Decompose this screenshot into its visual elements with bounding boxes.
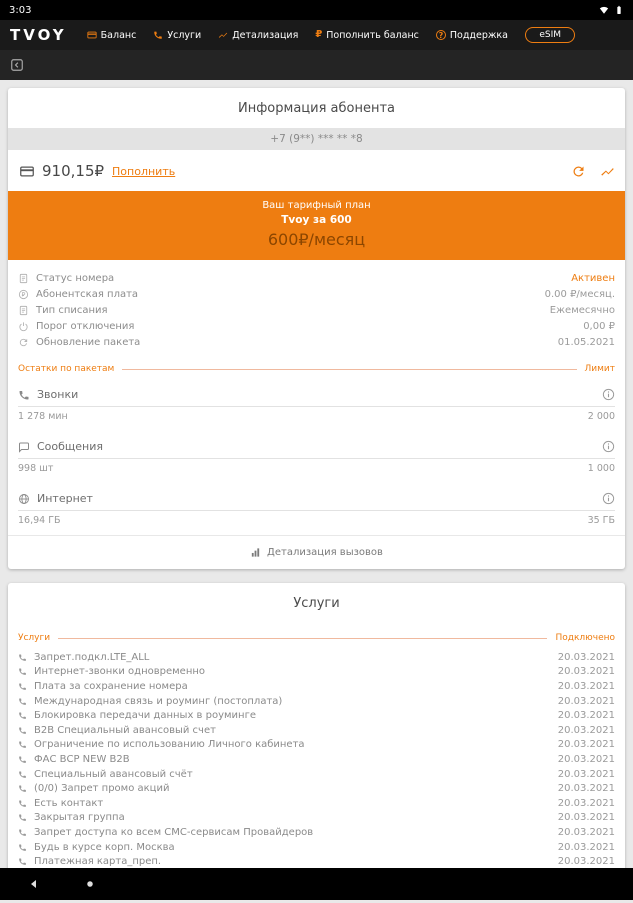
subscriber-card	[8, 88, 625, 569]
service-row[interactable]	[18, 723, 615, 738]
service-name: Закрытая группа	[34, 812, 125, 824]
phone-icon	[18, 697, 27, 706]
divider-right-label: Лимит	[584, 364, 615, 374]
service-name: Блокировка передачи данных в роуминге	[34, 710, 256, 722]
nav-item-label: Услуги	[167, 29, 202, 41]
divider-right-label: Подключено	[555, 633, 615, 643]
service-date: 20.03.2021	[557, 710, 615, 722]
back-icon[interactable]	[28, 878, 40, 890]
service-name: Плата за сохранение номера	[34, 680, 188, 692]
detail-value: Активен	[571, 272, 615, 284]
package-limit: 1 000	[587, 463, 615, 474]
tariff-name: Tvoy за 600	[281, 214, 352, 226]
document-icon	[18, 305, 29, 316]
service-row[interactable]	[18, 650, 615, 665]
message-icon	[18, 441, 30, 453]
phone-icon	[18, 770, 27, 779]
service-row[interactable]	[18, 796, 615, 811]
detail-value: 0.00 ₽/месяц.	[544, 288, 615, 300]
service-name: Интернет-звонки одновременно	[34, 666, 206, 678]
card-title: Информация абонента	[237, 101, 396, 116]
phone-icon	[18, 784, 27, 793]
detail-label: Статус номера	[36, 272, 115, 284]
service-row[interactable]	[18, 781, 615, 796]
calls-detail-label: Детализация вызовов	[267, 547, 383, 558]
detail-label: Абонентская плата	[36, 288, 139, 300]
service-date: 20.03.2021	[557, 856, 615, 868]
service-name: Запрет.подкл.LTE_ALL	[34, 651, 150, 663]
masked-phone-number: +7 (9**) *** ** *8	[8, 128, 625, 150]
phone-icon	[18, 755, 27, 764]
card-title: Услуги	[293, 596, 340, 611]
detail-label: Обновление пакета	[36, 336, 141, 348]
service-name: Будь в курсе корп. Москва	[34, 841, 175, 853]
detail-label: Порог отключения	[36, 320, 135, 332]
detail-row-fee	[18, 286, 615, 302]
phone-icon	[18, 857, 27, 866]
service-date: 20.03.2021	[557, 826, 615, 838]
service-row[interactable]	[18, 708, 615, 723]
tariff-banner	[8, 191, 625, 260]
package-limit: 2 000	[587, 411, 615, 422]
bar-chart-icon	[250, 547, 261, 558]
phone-icon	[18, 726, 27, 735]
phone-icon	[18, 828, 27, 837]
topup-link[interactable]: Пополнить	[112, 164, 176, 178]
home-icon[interactable]	[84, 878, 96, 890]
ruble-icon: ₽	[315, 29, 323, 40]
service-date: 20.03.2021	[557, 651, 615, 663]
package-internet	[18, 483, 615, 535]
package-used: 1 278 мин	[18, 411, 68, 422]
nav-item-label: Детализация	[232, 29, 299, 41]
package-header	[18, 483, 615, 510]
package-used: 998 шт	[18, 463, 54, 474]
phone-icon	[18, 843, 27, 852]
globe-icon	[18, 493, 30, 505]
detail-row-charge-type	[18, 302, 615, 318]
status-bar	[0, 0, 633, 20]
service-row[interactable]	[18, 811, 615, 826]
packages-divider	[8, 354, 625, 379]
detail-value: 01.05.2021	[557, 336, 615, 348]
service-date: 20.03.2021	[557, 841, 615, 853]
service-date: 20.03.2021	[557, 739, 615, 751]
esim-button[interactable]: eSIM	[525, 27, 575, 43]
divider-line	[122, 369, 576, 370]
question-icon: ?	[436, 30, 446, 40]
balance-row	[8, 150, 625, 191]
service-row[interactable]	[18, 694, 615, 709]
service-row[interactable]	[18, 854, 615, 869]
detail-row-renewal	[18, 334, 615, 350]
phone-icon	[18, 667, 27, 676]
refresh-icon[interactable]	[571, 164, 586, 179]
app-logo: TVOY	[10, 26, 67, 44]
battery-icon	[614, 5, 624, 15]
service-date: 20.03.2021	[557, 695, 615, 707]
package-values	[18, 459, 615, 483]
service-row[interactable]	[18, 738, 615, 753]
nav-item-services[interactable]	[153, 30, 201, 41]
balance-amount: 910,15₽	[42, 162, 105, 180]
service-name: Запрет доступа ко всем СМС-сервисам Провайдеров	[34, 826, 314, 838]
services-list	[8, 648, 625, 881]
package-label: Звонки	[37, 388, 79, 401]
detail-value: 0,00 ₽	[583, 320, 615, 332]
nav-item-balance[interactable]	[87, 30, 137, 41]
service-date: 20.03.2021	[557, 680, 615, 692]
phone-icon	[18, 653, 27, 662]
main-content	[0, 80, 633, 903]
package-label: Сообщения	[37, 440, 104, 453]
phone-icon	[18, 389, 30, 401]
nav-item-label: Пополнить баланс	[326, 29, 419, 41]
calls-detail-button[interactable]	[8, 535, 625, 569]
phone-icon	[18, 711, 27, 720]
service-name: Международная связь и роуминг (постоплата)	[34, 695, 283, 707]
services-divider	[8, 623, 625, 648]
nav-item-label: Поддержка	[449, 29, 508, 41]
nav-menu	[87, 30, 508, 41]
info-icon[interactable]	[602, 492, 615, 505]
coin-icon	[18, 289, 29, 300]
package-label: Интернет	[37, 492, 93, 505]
service-date: 20.03.2021	[557, 783, 615, 795]
service-row[interactable]	[18, 825, 615, 840]
nav-item-detail[interactable]	[218, 30, 298, 41]
service-row[interactable]	[18, 679, 615, 694]
divider-left-label: Услуги	[18, 633, 51, 643]
tariff-caption: Ваш тарифный план	[262, 200, 371, 211]
package-header	[18, 431, 615, 458]
service-date: 20.03.2021	[557, 797, 615, 809]
service-date: 20.03.2021	[557, 753, 615, 765]
clock: 3:03	[9, 4, 32, 16]
details-list	[8, 260, 625, 354]
service-row[interactable]	[18, 767, 615, 782]
nav-item-topup[interactable]	[315, 30, 419, 41]
service-name: Специальный авансовый счёт	[34, 768, 193, 780]
phone-icon	[18, 813, 27, 822]
detail-label: Тип списания	[36, 304, 108, 316]
service-name: Платежная карта_преп.	[34, 856, 162, 868]
phone-icon	[18, 799, 27, 808]
service-row[interactable]	[18, 752, 615, 767]
packages-section	[8, 379, 625, 535]
package-limit: 35 ГБ	[587, 515, 615, 526]
detail-row-status	[18, 270, 615, 286]
chart-icon[interactable]	[600, 164, 615, 179]
service-date: 20.03.2021	[557, 812, 615, 824]
service-name: B2B Специальный авансовый счет	[34, 724, 216, 736]
service-name: ФАС ВСР NEW B2B	[34, 753, 130, 765]
detail-value: Ежемесячно	[549, 304, 615, 316]
phone-icon	[18, 682, 27, 691]
services-card	[8, 583, 625, 881]
status-icons	[599, 5, 624, 15]
status-doc-icon	[18, 273, 29, 284]
package-calls	[18, 379, 615, 431]
balance-actions	[571, 164, 615, 179]
divider-left-label: Остатки по пакетам	[18, 364, 115, 374]
nav-item-support[interactable]	[436, 30, 508, 41]
service-row[interactable]	[18, 665, 615, 680]
service-name: Ограничение по использованию Личного кабинета	[34, 739, 305, 751]
detail-row-threshold	[18, 318, 615, 334]
chart-line-icon	[218, 30, 228, 40]
phone-icon	[153, 30, 163, 40]
package-values	[18, 511, 615, 535]
top-navbar	[0, 20, 633, 50]
tariff-price: 600₽/месяц	[267, 230, 366, 249]
service-name: (0/0) Запрет промо акций	[34, 783, 170, 795]
card-icon	[18, 164, 36, 179]
power-icon	[18, 321, 29, 332]
phone-icon	[18, 740, 27, 749]
package-messages	[18, 431, 615, 483]
service-date: 20.03.2021	[557, 768, 615, 780]
wallet-icon	[87, 30, 97, 40]
system-nav-bar	[0, 868, 633, 900]
back-icon[interactable]	[10, 58, 24, 72]
info-icon[interactable]	[602, 388, 615, 401]
service-date: 20.03.2021	[557, 666, 615, 678]
wifi-icon	[599, 5, 609, 15]
package-header	[18, 379, 615, 406]
sub-toolbar	[0, 50, 633, 80]
service-row[interactable]	[18, 840, 615, 855]
divider-line	[58, 638, 547, 639]
info-icon[interactable]	[602, 440, 615, 453]
service-name: Есть контакт	[34, 797, 104, 809]
refresh-icon	[18, 337, 29, 348]
nav-item-label: Баланс	[100, 29, 137, 41]
package-values	[18, 407, 615, 431]
package-used: 16,94 ГБ	[18, 515, 61, 526]
service-date: 20.03.2021	[557, 724, 615, 736]
